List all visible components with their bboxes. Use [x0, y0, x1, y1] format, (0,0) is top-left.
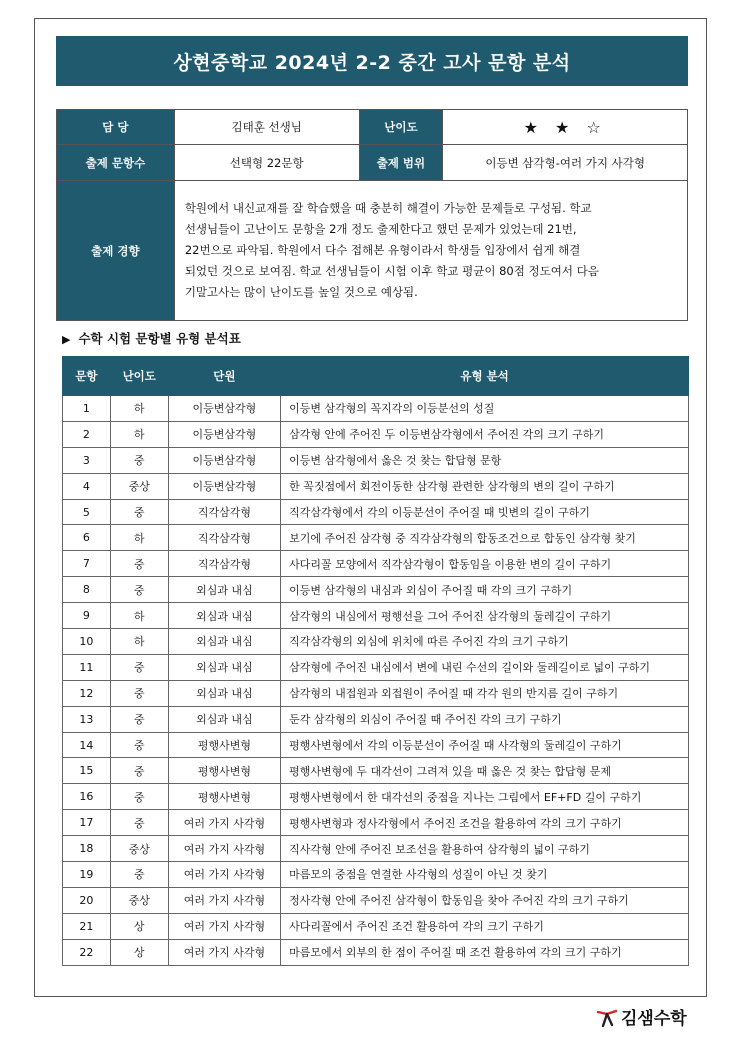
table-row	[63, 525, 689, 551]
cell-type: 이등변 삼각형에서 옳은 것 찾는 합답형 문항	[281, 447, 689, 473]
cell-type: 마름모에서 외부의 한 점이 주어질 때 조건 활용하여 각의 크기 구하기	[281, 939, 689, 965]
cell-unit: 직각삼각형	[168, 551, 281, 577]
cell-unit: 여러 가지 사각형	[168, 836, 281, 862]
cell-number: 19	[63, 862, 111, 888]
cell-difficulty: 중	[110, 577, 168, 603]
cell-difficulty: 중	[110, 654, 168, 680]
cell-type: 마름모의 중점을 연결한 사각형의 성질이 아닌 것 찾기	[281, 862, 689, 888]
difficulty-label: 난이도	[359, 110, 443, 145]
cell-number: 13	[63, 706, 111, 732]
page-title: 상현중학교 2024년 2-2 중간 고사 문항 분석	[56, 36, 688, 86]
teacher-label: 담 당	[57, 110, 175, 145]
cell-unit: 이등변삼각형	[168, 396, 281, 422]
cell-difficulty: 하	[110, 396, 168, 422]
cell-number: 5	[63, 499, 111, 525]
cell-type: 직각삼각형에서 각의 이등분선이 주어질 때 빗변의 길이 구하기	[281, 499, 689, 525]
cell-type: 이등변 삼각형의 꼭지각의 이등분선의 성질	[281, 396, 689, 422]
cell-number: 10	[63, 629, 111, 655]
table-row	[63, 603, 689, 629]
cell-type: 한 꼭짓점에서 회전이동한 삼각형 관련한 삼각형의 변의 길이 구하기	[281, 473, 689, 499]
cell-difficulty: 중	[110, 810, 168, 836]
cell-difficulty: 중	[110, 706, 168, 732]
cell-unit: 외심과 내심	[168, 654, 281, 680]
cell-difficulty: 중상	[110, 473, 168, 499]
table-row	[63, 654, 689, 680]
cell-type: 사다리꼴 모양에서 직각삼각형이 합동임을 이용한 변의 길이 구하기	[281, 551, 689, 577]
cell-difficulty: 하	[110, 525, 168, 551]
cell-number: 16	[63, 784, 111, 810]
cell-unit: 평행사변형	[168, 732, 281, 758]
cell-type: 둔각 삼각형의 외심이 주어질 때 주어진 각의 크기 구하기	[281, 706, 689, 732]
count-value: 선택형 22문항	[174, 145, 359, 181]
cell-difficulty: 하	[110, 603, 168, 629]
table-row	[63, 551, 689, 577]
cell-unit: 외심과 내심	[168, 603, 281, 629]
table-row	[63, 680, 689, 706]
cell-number: 18	[63, 836, 111, 862]
cell-unit: 외심과 내심	[168, 577, 281, 603]
cell-unit: 외심과 내심	[168, 629, 281, 655]
cell-unit: 외심과 내심	[168, 680, 281, 706]
table-row	[63, 810, 689, 836]
cell-unit: 여러 가지 사각형	[168, 939, 281, 965]
cell-number: 12	[63, 680, 111, 706]
cell-difficulty: 중	[110, 758, 168, 784]
table-row	[63, 447, 689, 473]
cell-unit: 외심과 내심	[168, 706, 281, 732]
trend-line: 학원에서 내신교재를 잘 학습했을 때 충분히 해결이 가능한 문제들로 구성됨. 학교	[184, 201, 592, 215]
cell-number: 9	[63, 603, 111, 629]
trend-line: 선생님들이 고난이도 문항을 2개 정도 출제한다고 했던 문제가 있었는데 21번,	[184, 222, 577, 236]
section-title: 수학 시험 문항별 유형 분석표	[78, 331, 241, 346]
trend-label: 출제 경향	[57, 181, 175, 321]
trend-line: 기말고사는 많이 난이도를 높일 것으로 예상됨.	[184, 285, 418, 299]
brand-logo	[595, 1004, 687, 1029]
cell-unit: 이등변삼각형	[168, 473, 281, 499]
col-header-number: 문항	[63, 357, 111, 396]
col-header-unit: 단원	[168, 357, 281, 396]
cell-type: 사다리꼴에서 주어진 조건 활용하여 각의 크기 구하기	[281, 913, 689, 939]
cell-unit: 여러 가지 사각형	[168, 913, 281, 939]
cell-unit: 직각삼각형	[168, 525, 281, 551]
cell-type: 직사각형 안에 주어진 보조선을 활용하여 삼각형의 넓이 구하기	[281, 836, 689, 862]
cell-type: 삼각형의 내접원과 외접원이 주어질 때 각각 원의 반지름 길이 구하기	[281, 680, 689, 706]
cell-number: 22	[63, 939, 111, 965]
cell-type: 삼각형의 내심에서 평행선을 그어 주어진 삼각형의 둘레길이 구하기	[281, 603, 689, 629]
table-row	[63, 421, 689, 447]
cell-number: 15	[63, 758, 111, 784]
cell-type: 삼각형에 주어진 내심에서 변에 내린 수선의 길이와 둘레길이로 넓이 구하기	[281, 654, 689, 680]
table-row	[63, 706, 689, 732]
cell-number: 14	[63, 732, 111, 758]
cell-type: 보기에 주어진 삼각형 중 직각삼각형의 합동조건으로 합동인 삼각형 찾기	[281, 525, 689, 551]
cell-type: 삼각형 안에 주어진 두 이등변삼각형에서 주어진 각의 크기 구하기	[281, 421, 689, 447]
cell-difficulty: 중상	[110, 887, 168, 913]
cell-type: 정사각형 안에 주어진 삼각형이 합동임을 찾아 주어진 각의 크기 구하기	[281, 887, 689, 913]
logo-text: 김샘수학	[621, 1009, 687, 1029]
cell-type: 평행사변형에 두 대각선이 그려져 있을 때 옳은 것 찾는 합답형 문제	[281, 758, 689, 784]
cell-number: 20	[63, 887, 111, 913]
cell-difficulty: 상	[110, 939, 168, 965]
cell-type: 이등변 삼각형의 내심과 외심이 주어질 때 각의 크기 구하기	[281, 577, 689, 603]
cell-unit: 여러 가지 사각형	[168, 887, 281, 913]
cell-difficulty: 중	[110, 447, 168, 473]
info-row-count	[57, 145, 688, 181]
teacher-value: 김태훈 선생님	[174, 110, 359, 145]
cell-number: 8	[63, 577, 111, 603]
cell-unit: 이등변삼각형	[168, 421, 281, 447]
cell-difficulty: 중	[110, 551, 168, 577]
cell-difficulty: 상	[110, 913, 168, 939]
table-row	[63, 577, 689, 603]
cell-number: 6	[63, 525, 111, 551]
cell-difficulty: 중	[110, 680, 168, 706]
table-row	[63, 887, 689, 913]
col-header-difficulty: 난이도	[110, 357, 168, 396]
trend-line: 되었던 것으로 보여짐. 학교 선생님들이 시험 이후 학교 평균이 80점 정도여서 다음	[184, 264, 599, 278]
cell-number: 17	[63, 810, 111, 836]
cell-unit: 이등변삼각형	[168, 447, 281, 473]
cell-unit: 평행사변형	[168, 758, 281, 784]
section-heading	[62, 329, 241, 347]
cell-type: 평행사변형에서 한 대각선의 중점을 지나는 그림에서 EF+FD 길이 구하기	[281, 784, 689, 810]
table-row	[63, 396, 689, 422]
info-row-trend	[57, 181, 688, 321]
cell-difficulty: 하	[110, 629, 168, 655]
table-row	[63, 473, 689, 499]
cell-number: 2	[63, 421, 111, 447]
table-row	[63, 499, 689, 525]
count-label: 출제 문항수	[57, 145, 175, 181]
table-row	[63, 862, 689, 888]
table-row	[63, 784, 689, 810]
table-row	[63, 732, 689, 758]
logo-mark-icon	[595, 1005, 619, 1029]
analysis-table	[62, 356, 689, 966]
table-row	[63, 758, 689, 784]
cell-type: 평행사변형에서 각의 이등분선이 주어질 때 사각형의 둘레길이 구하기	[281, 732, 689, 758]
table-row	[63, 629, 689, 655]
info-table	[56, 109, 688, 321]
trend-description	[174, 181, 687, 321]
col-header-type: 유형 분석	[281, 357, 689, 396]
cell-number: 11	[63, 654, 111, 680]
cell-number: 7	[63, 551, 111, 577]
difficulty-stars: ★ ★ ☆	[443, 110, 688, 145]
cell-type: 평행사변형과 정사각형에서 주어진 조건을 활용하여 각의 크기 구하기	[281, 810, 689, 836]
info-row-teacher	[57, 110, 688, 145]
cell-number: 1	[63, 396, 111, 422]
cell-type: 직각삼각형의 외심에 위치에 따른 주어진 각의 크기 구하기	[281, 629, 689, 655]
triangle-bullet-icon: ▶	[62, 333, 71, 346]
cell-difficulty: 중	[110, 732, 168, 758]
table-row	[63, 836, 689, 862]
cell-unit: 직각삼각형	[168, 499, 281, 525]
analysis-header-row	[63, 357, 689, 396]
range-label: 출제 범위	[359, 145, 443, 181]
cell-number: 3	[63, 447, 111, 473]
cell-difficulty: 하	[110, 421, 168, 447]
cell-difficulty: 중	[110, 499, 168, 525]
table-row	[63, 913, 689, 939]
cell-difficulty: 중	[110, 862, 168, 888]
cell-number: 4	[63, 473, 111, 499]
cell-number: 21	[63, 913, 111, 939]
table-row	[63, 939, 689, 965]
range-value: 이등변 삼각형-여러 가지 사각형	[443, 145, 688, 181]
cell-unit: 평행사변형	[168, 784, 281, 810]
cell-difficulty: 중	[110, 784, 168, 810]
analysis-body	[63, 396, 689, 966]
trend-line: 22번으로 파악됨. 학원에서 다수 접해본 유형이라서 학생들 입장에서 쉽게 해결	[184, 243, 581, 257]
cell-difficulty: 중상	[110, 836, 168, 862]
cell-unit: 여러 가지 사각형	[168, 862, 281, 888]
cell-unit: 여러 가지 사각형	[168, 810, 281, 836]
